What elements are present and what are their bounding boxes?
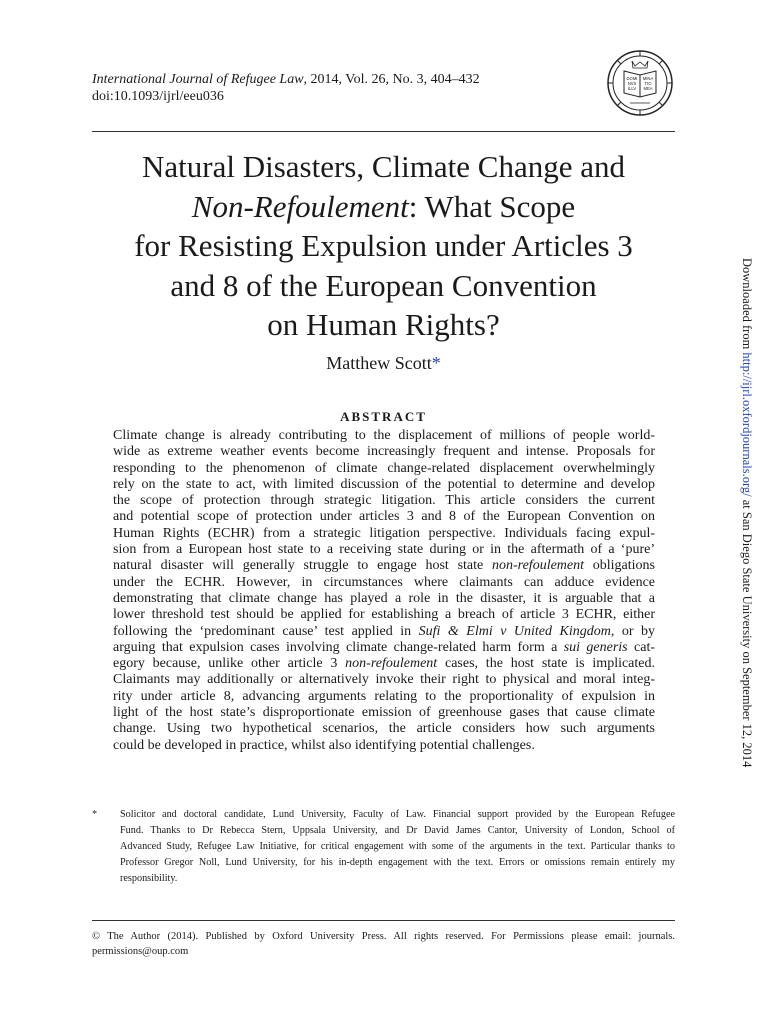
abstract-line: Human Rights (ECHR) from a strategic litigation perspective. Individuals facing expul-: [113, 525, 655, 541]
abstract-text: arguing that expulsion cases involving climate change-related harm form a: [113, 639, 564, 655]
title-line: : What Scope: [408, 188, 576, 224]
journal-url-link[interactable]: http://ijrl.oxfordjournals.org/: [740, 352, 754, 497]
abstract-line: [113, 624, 655, 640]
title-line: on Human Rights?: [267, 307, 500, 342]
article-title: [92, 147, 675, 345]
abstract-line: demonstrating that climate change has played a role in the disaster, it is arguable that a: [113, 590, 655, 606]
abstract-heading: ABSTRACT: [340, 409, 427, 424]
abstract-line: [113, 640, 655, 656]
author-name: Matthew Scott: [326, 353, 432, 373]
abstract-text: following the ‘predominant cause’ test applied in: [113, 623, 419, 639]
copyright-notice: [92, 929, 675, 959]
case-name: Sufi & Elmi v United Kingdom: [418, 623, 611, 639]
journal-name: International Journal of Refugee Law: [92, 72, 304, 87]
title-line: for Resisting Expulsion under Articles 3: [134, 228, 633, 263]
footnote-line: responsibility.: [120, 872, 178, 884]
copyright-line: permissions@oup.com: [92, 946, 189, 957]
footnote-line: Solicitor and doctoral candidate, Lund University, Faculty of Law. Financial support provided by the European Refugee: [120, 809, 675, 820]
svg-text:ILLV: ILLV: [627, 86, 637, 91]
abstract-line: the scope of protection through strategic litigation. This article considers the current: [113, 493, 655, 509]
abstract-line: could be developed in practice, whilst also identifying potential challenges.: [113, 737, 535, 753]
abstract-italic-term: non-refoulement: [492, 558, 585, 574]
abstract-text: natural disaster will generally struggle to engage host state: [113, 558, 492, 574]
title-italic-term: Non-Refoulement: [191, 188, 409, 224]
footnote-line: Fund. Thanks to Dr Rebecca Stern, Uppsala University, and Dr David James Cantor, University of London, School of: [120, 824, 675, 836]
abstract-italic-term: non-refoulement: [345, 656, 438, 672]
abstract-line: sion from a European host state to a receiving state during or in the aftermath of a ‘pure’: [113, 542, 655, 558]
title-line: and 8 of the European Convention: [170, 267, 597, 303]
journal-header: [92, 71, 480, 105]
abstract-text: cases, the host state is implicated.: [437, 656, 656, 672]
copyright-line: © The Author (2014). Published by Oxford University Press. All rights reserved. For Permissions please email: journals.: [92, 931, 675, 942]
footnote-text: [120, 807, 675, 887]
svg-text:DOMI: DOMI: [626, 76, 638, 81]
abstract-line: rity under article 8, advancing arguments relating to the proportionality of expulsion in: [113, 688, 655, 704]
svg-text:MEA: MEA: [643, 86, 653, 91]
abstract-line: Claimants may additionally or alternatively invoke their right to physical and moral integ-: [113, 672, 655, 688]
footnote-line: Professor Gregor Noll, Lund University, for his in-depth engagement with the text. Errors or omissions remain entirely my: [120, 856, 675, 868]
abstract-text: , or by: [610, 623, 655, 639]
abstract-line: under the ECHR. However, in circumstances where claimants can adduce evidence: [113, 574, 655, 590]
abstract-line: Climate change is already contributing to the displacement of millions of people world-: [113, 428, 655, 443]
footnote-line: Advanced Study, Refugee Law Initiative, for critical engagement with some of the arguments in the text. Particular thanks to: [120, 840, 675, 852]
footnote-link[interactable]: *: [431, 353, 441, 373]
abstract-line: light of the host state’s disproportionate emission of greenhouse gases that cause climate: [113, 705, 655, 721]
abstract-line: and potential scope of protection under articles 3 and 8 of the European Convention on: [113, 509, 655, 525]
svg-text:NVS: NVS: [627, 81, 637, 86]
footer-rule: [92, 920, 675, 921]
abstract-line: [113, 656, 655, 672]
header-rule: [92, 131, 675, 132]
doi: doi:10.1093/ijrl/eeu036: [92, 89, 224, 104]
oxford-seal-logo: [606, 49, 674, 117]
abstract-text: obligations: [584, 558, 655, 574]
abstract-body: [113, 428, 655, 754]
download-watermark: [737, 258, 757, 858]
abstract-line: change. Using two hypothetical scenarios, the article considers how such arguments: [113, 721, 655, 737]
abstract-line: responding to the phenomenon of climate change-related displacement overwhelmingly: [113, 460, 655, 476]
watermark-text: Downloaded from: [740, 258, 754, 353]
journal-volume: , 2014, Vol. 26, No. 3, 404–432: [303, 72, 480, 87]
svg-text:TIO: TIO: [644, 81, 652, 86]
journal-citation: [92, 71, 480, 88]
footnote-marker: *: [92, 809, 98, 820]
abstract-text: egory because, unlike other article 3: [113, 656, 346, 672]
abstract-italic-term: sui generis: [563, 639, 628, 655]
watermark-text: at San Diego State University on September 12, 2014: [740, 496, 754, 768]
abstract-line: lower threshold test should be applied for establishing a breach of article 3 ECHR, either: [113, 607, 655, 623]
author-line: [92, 353, 675, 374]
abstract-line: wide as extreme weather events become increasingly frequent and intense. Proposals for: [113, 444, 655, 460]
title-line: Natural Disasters, Climate Change and: [142, 149, 625, 184]
svg-text:MINA: MINA: [642, 76, 654, 81]
abstract-text: cat-: [627, 639, 655, 655]
abstract-line: [113, 558, 655, 574]
abstract-line: rely on the state to act, with limited discussion of the potential to determine and develop: [113, 476, 655, 492]
